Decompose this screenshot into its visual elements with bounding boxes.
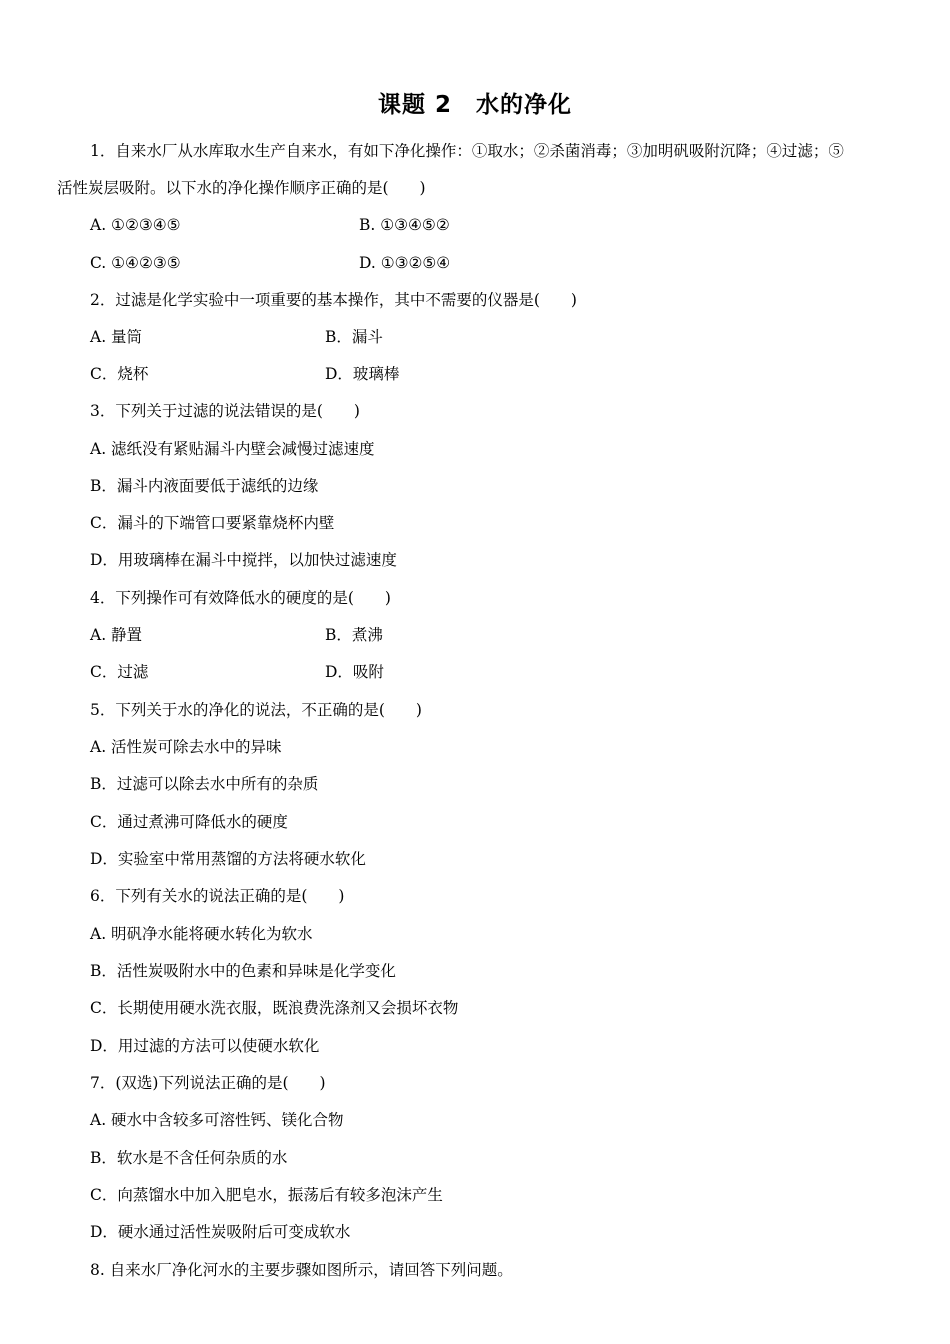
question-5-option-b: B．过滤可以除去水中所有的杂质 (90, 775, 319, 793)
question-5-option-d: D．实验室中常用蒸馏的方法将硬水软化 (90, 850, 366, 868)
question-7-option-b: B．软水是不含任何杂质的水 (90, 1149, 288, 1167)
question-6-option-b: B．活性炭吸附水中的色素和异味是化学变化 (90, 962, 396, 980)
question-1-option-d: D. ①③②⑤④ (359, 254, 451, 272)
question-3-option-b: B．漏斗内液面要低于滤纸的边缘 (90, 477, 319, 495)
question-7-option-a: A. 硬水中含较多可溶性钙、镁化合物 (90, 1111, 344, 1129)
question-7-option-d: D．硬水通过活性炭吸附后可变成软水 (90, 1223, 351, 1241)
question-3-option-a: A. 滤纸没有紧贴漏斗内壁会减慢过滤速度 (90, 440, 375, 458)
question-1-option-b: B. ①③④⑤② (359, 216, 450, 234)
question-2-option-b: B．漏斗 (325, 328, 383, 346)
question-2-option-c: C．烧杯 (90, 365, 149, 383)
question-3-option-c: C．漏斗的下端管口要紧靠烧杯内壁 (90, 514, 335, 532)
question-1-stem-line-2: 活性炭层吸附。以下水的净化操作顺序正确的是( ) (57, 179, 426, 197)
question-2-option-a: A. 量筒 (90, 328, 143, 346)
question-3-stem: 3．下列关于过滤的说法错误的是( ) (90, 402, 360, 420)
question-4-stem: 4．下列操作可有效降低水的硬度的是( ) (90, 589, 391, 607)
question-4-option-c: C．过滤 (90, 663, 149, 681)
question-5-stem: 5．下列关于水的净化的说法，不正确的是( ) (90, 701, 422, 719)
question-7-stem: 7．(双选)下列说法正确的是( ) (90, 1074, 326, 1092)
question-7-option-c: C．向蒸馏水中加入肥皂水，振荡后有较多泡沫产生 (90, 1186, 443, 1204)
question-2-option-d: D．玻璃棒 (325, 365, 400, 383)
question-1-stem-line-1: 1．自来水厂从水库取水生产自来水，有如下净化操作：①取水；②杀菌消毒；③加明矾吸附沉降；④过滤；⑤ (90, 142, 844, 160)
question-5-option-a: A. 活性炭可除去水中的异味 (90, 738, 282, 756)
question-8-stem: 8. 自来水厂净化河水的主要步骤如图所示，请回答下列问题。 (90, 1261, 513, 1279)
question-6-stem: 6．下列有关水的说法正确的是( ) (90, 887, 345, 905)
question-2-stem: 2．过滤是化学实验中一项重要的基本操作，其中不需要的仪器是( ) (90, 291, 577, 309)
question-6-option-a: A. 明矾净水能将硬水转化为软水 (90, 925, 313, 943)
question-6-option-c: C．长期使用硬水洗衣服，既浪费洗涤剂又会损坏衣物 (90, 999, 459, 1017)
question-5-option-c: C．通过煮沸可降低水的硬度 (90, 813, 288, 831)
question-4-option-d: D．吸附 (325, 663, 384, 681)
question-3-option-d: D．用玻璃棒在漏斗中搅拌，以加快过滤速度 (90, 551, 397, 569)
page-title: 课题 2 水的净化 (377, 92, 572, 118)
question-1-option-c: C. ①④②③⑤ (90, 254, 181, 272)
question-4-option-a: A. 静置 (90, 626, 143, 644)
question-1-option-a: A. ①②③④⑤ (90, 216, 181, 234)
question-4-option-b: B．煮沸 (325, 626, 383, 644)
question-6-option-d: D．用过滤的方法可以使硬水软化 (90, 1037, 320, 1055)
